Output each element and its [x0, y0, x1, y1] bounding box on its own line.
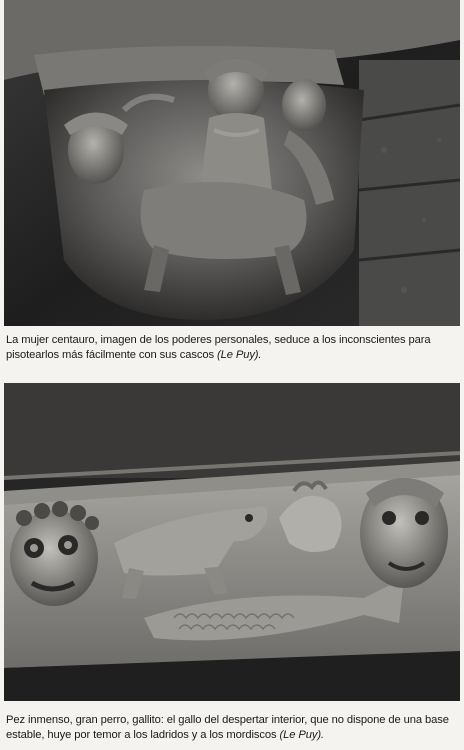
frieze-image [4, 383, 460, 701]
caption-frieze [6, 713, 458, 743]
caption-frieze-source: (Le Puy). [279, 729, 324, 741]
caption-centaur-source: (Le Puy). [216, 349, 262, 361]
centaur-capital-image [4, 0, 460, 326]
caption-centaur [6, 333, 458, 363]
photo-centaur-capital [4, 0, 460, 326]
caption-frieze-text: Pez inmenso, gran perro, gallito: el gallo del despertar interior, que no dispone de una base estable, huye por temor a los ladridos y a los mordiscos [6, 714, 449, 741]
caption-centaur-text: La mujer centauro, imagen de los poderes personales, seduce a los inconscientes para pisotearlos más fácilmente con sus cascos [6, 334, 431, 361]
photo-fish-dog-cock-frieze [4, 383, 460, 701]
